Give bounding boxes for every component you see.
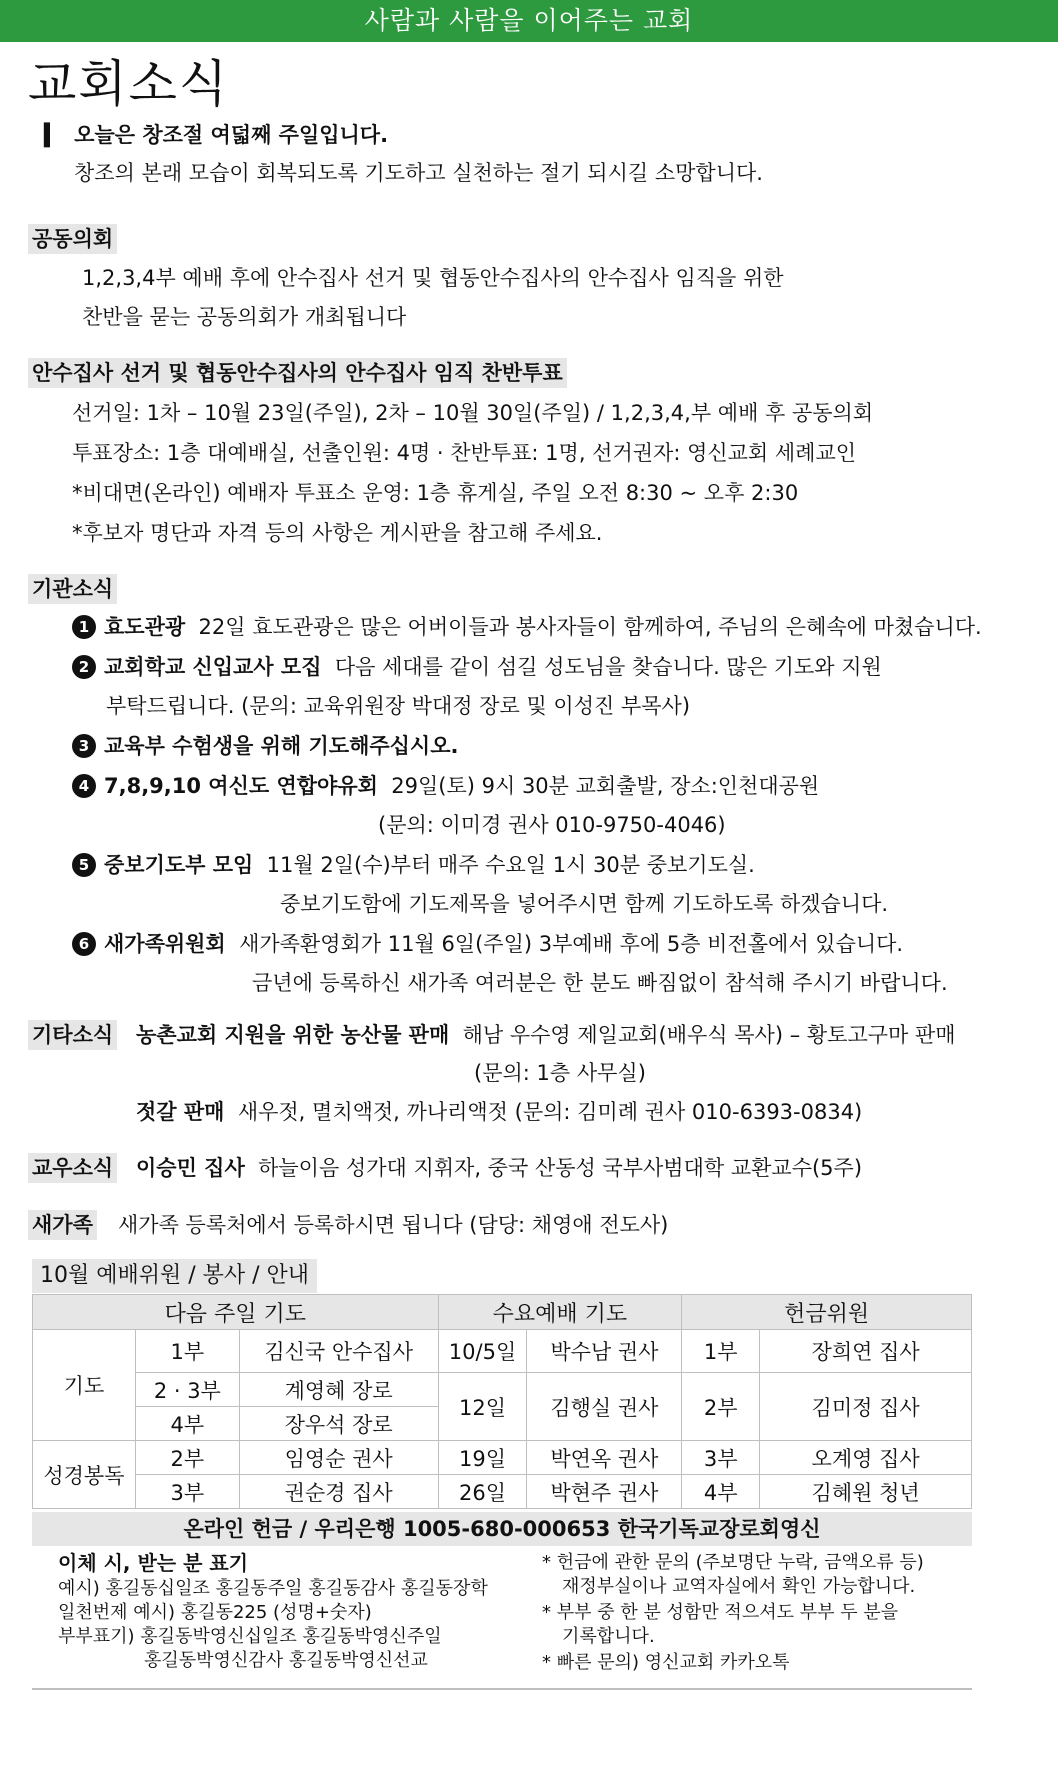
org-item-6 xyxy=(72,929,903,959)
prayer-label: 기도 xyxy=(33,1330,136,1441)
intro-line-1 xyxy=(44,120,388,150)
assembly-line-1: 1,2,3,4부 예배 후에 안수집사 선거 및 협동안수집사의 안수집사 임직을 위한 xyxy=(82,266,784,290)
org-item-6-title: 새가족위원회 xyxy=(104,932,226,956)
offering-part: 3부 xyxy=(682,1441,760,1475)
transfer-example-4: 홍길동박영신감사 홍길동박영신선교 xyxy=(144,1650,428,1671)
sunday-name: 권순경 집사 xyxy=(239,1475,438,1509)
org-item-5-title: 중보기도부 모임 xyxy=(104,853,254,877)
sunday-name: 김신국 안수집사 xyxy=(239,1330,438,1373)
number-3-icon: 3 xyxy=(72,734,96,758)
alumni-item xyxy=(136,1153,862,1183)
table-row xyxy=(33,1330,972,1373)
alumni-title: 이승민 집사 xyxy=(136,1156,245,1180)
etc-item-1-title: 농촌교회 지원을 위한 농산물 판매 xyxy=(136,1023,450,1047)
org-item-1-text: 22일 효도관광은 많은 어버이들과 봉사자들이 함께하여, 주님의 은혜속에 마쳤습니다. xyxy=(198,615,982,639)
wed-date: 19일 xyxy=(438,1441,527,1475)
offering-name: 김미정 집사 xyxy=(760,1373,972,1441)
header-banner: 사람과 사람을 이어주는 교회 xyxy=(0,0,1058,42)
org-item-4 xyxy=(72,771,819,801)
intro-text-1: 오늘은 창조절 여덟째 주일입니다. xyxy=(74,123,389,147)
number-2-icon: 2 xyxy=(72,655,96,679)
offering-name: 오계영 집사 xyxy=(760,1441,972,1475)
etc-item-2-title: 젓갈 판매 xyxy=(136,1100,225,1124)
number-1-icon: 1 xyxy=(72,615,96,639)
etc-item-1-cont: (문의: 1층 사무실) xyxy=(474,1061,646,1085)
sunday-name: 계영혜 장로 xyxy=(239,1373,438,1407)
bullet-icon: ▍ xyxy=(44,123,61,147)
offering-note-5: * 빠른 문의) 영신교회 카카오톡 xyxy=(542,1652,790,1673)
offering-note-2: 재정부실이나 교역자실에서 확인 가능합니다. xyxy=(562,1576,916,1597)
intro-line-2: 창조의 본래 모습이 회복되도록 기도하고 실천하는 절기 되시길 소망합니다. xyxy=(74,161,763,185)
sunday-part: 4부 xyxy=(135,1407,239,1441)
transfer-example-1: 예시) 홍길동십일조 홍길동주일 홍길동감사 홍길동장학 xyxy=(58,1578,488,1599)
header-wednesday-prayer: 수요예배 기도 xyxy=(438,1295,682,1330)
sunday-name: 장우석 장로 xyxy=(239,1407,438,1441)
wed-name: 김행실 권사 xyxy=(527,1373,682,1441)
wed-name: 박연옥 권사 xyxy=(527,1441,682,1475)
offering-part: 4부 xyxy=(682,1475,760,1509)
org-item-2 xyxy=(72,652,882,682)
section-heading-alumni: 교우소식 xyxy=(28,1153,117,1183)
transfer-example-2: 일천번제 예시) 홍길동225 (성명+숫자) xyxy=(58,1602,372,1623)
number-4-icon: 4 xyxy=(72,774,96,798)
vote-line-2: 투표장소: 1층 대예배실, 선출인원: 4명 · 찬반투표: 1명, 선거권자: 영신교회 세례교인 xyxy=(72,441,857,465)
newfamily-text: 새가족 등록처에서 등록하시면 됩니다 (담당: 채영애 전도사) xyxy=(118,1213,669,1237)
etc-item-2 xyxy=(136,1097,862,1127)
org-item-5 xyxy=(72,850,755,880)
transfer-title: 이체 시, 받는 분 표기 xyxy=(58,1551,249,1575)
table-row xyxy=(33,1373,972,1407)
online-offering-heading: 온라인 헌금 / 우리은행 1005-680-000653 한국기독교장로회영신 xyxy=(32,1512,972,1546)
table-row xyxy=(33,1441,972,1475)
sunday-part: 2 · 3부 xyxy=(135,1373,239,1407)
section-heading-etc: 기타소식 xyxy=(28,1020,117,1050)
wed-name: 박현주 권사 xyxy=(527,1475,682,1509)
wed-name: 박수남 권사 xyxy=(527,1330,682,1373)
page-title: 교회소식 xyxy=(28,55,230,113)
org-item-6-cont: 금년에 등록하신 새가족 여러분은 한 분도 빠짐없이 참석해 주시기 바랍니다. xyxy=(252,971,948,995)
offering-part: 2부 xyxy=(682,1373,760,1441)
worship-table xyxy=(32,1294,972,1509)
bottom-divider xyxy=(32,1688,972,1690)
section-heading-org: 기관소식 xyxy=(28,574,117,604)
section-heading-vote: 안수집사 선거 및 협동안수집사의 안수집사 임직 찬반투표 xyxy=(28,358,567,388)
org-item-2-text: 다음 세대를 같이 섬길 성도님을 찾습니다. 많은 기도와 지원 xyxy=(334,655,882,679)
section-heading-newfamily: 새가족 xyxy=(28,1210,97,1240)
number-6-icon: 6 xyxy=(72,932,96,956)
sunday-name: 임영순 권사 xyxy=(239,1441,438,1475)
number-5-icon: 5 xyxy=(72,853,96,877)
etc-item-1-text: 해남 우수영 제일교회(배우식 목사) – 황토고구마 판매 xyxy=(462,1023,956,1047)
org-item-2-cont: 부탁드립니다. (문의: 교육위원장 박대정 장로 및 이성진 부목사) xyxy=(106,694,691,718)
offering-name: 장희연 집사 xyxy=(760,1330,972,1373)
org-item-6-text: 새가족환영회가 11월 6일(주일) 3부예배 후에 5층 비전홀에서 있습니다. xyxy=(239,932,904,956)
org-item-1 xyxy=(72,612,982,642)
sunday-part: 1부 xyxy=(135,1330,239,1373)
section-heading-assembly: 공동의회 xyxy=(28,224,117,254)
org-item-5-text: 11월 2일(수)부터 매주 수요일 1시 30분 중보기도실. xyxy=(266,853,755,877)
org-item-3-title: 교육부 수험생을 위해 기도해주십시오. xyxy=(104,734,459,758)
table-row xyxy=(33,1475,972,1509)
offering-note-1: * 헌금에 관한 문의 (주보명단 누락, 금액오류 등) xyxy=(542,1552,924,1573)
sunday-part: 3부 xyxy=(135,1475,239,1509)
vote-line-1: 선거일: 1차 – 10월 23일(주일), 2차 – 10월 30일(주일) / 1,2,3,4,부 예배 후 공동의회 xyxy=(72,401,874,425)
header-offering: 헌금위원 xyxy=(682,1295,972,1330)
vote-line-3: *비대면(온라인) 예배자 투표소 운영: 1층 휴게실, 주일 오전 8:30 ~ 오후 2:30 xyxy=(72,481,799,505)
org-item-5-cont: 중보기도함에 기도제목을 넣어주시면 함께 기도하도록 하겠습니다. xyxy=(280,892,889,916)
org-item-4-title: 7,8,9,10 여신도 연합야유회 xyxy=(104,774,378,798)
offering-note-4: 기록합니다. xyxy=(562,1626,655,1647)
etc-item-2-text: 새우젓, 멸치액젓, 까나리액젓 (문의: 김미례 권사 010-6393-0834) xyxy=(237,1100,863,1124)
worship-title: 10월 예배위원 / 봉사 / 안내 xyxy=(32,1259,317,1293)
org-item-4-text: 29일(토) 9시 30분 교회출발, 장소:인천대공원 xyxy=(391,774,820,798)
org-item-3 xyxy=(72,731,459,761)
header-sunday-prayer: 다음 주일 기도 xyxy=(33,1295,439,1330)
assembly-line-2: 찬반을 묻는 공동의회가 개최됩니다 xyxy=(82,305,407,329)
offering-name: 김혜원 청년 xyxy=(760,1475,972,1509)
sunday-part: 2부 xyxy=(135,1441,239,1475)
bible-label: 성경봉독 xyxy=(33,1441,136,1509)
etc-item-1 xyxy=(136,1020,956,1050)
wed-date: 12일 xyxy=(438,1373,527,1441)
table-header-row xyxy=(33,1295,972,1330)
vote-line-4: *후보자 명단과 자격 등의 사항은 게시판을 참고해 주세요. xyxy=(72,521,603,545)
offering-part: 1부 xyxy=(682,1330,760,1373)
org-item-4-cont: (문의: 이미경 권사 010-9750-4046) xyxy=(378,813,726,837)
alumni-text: 하늘이음 성가대 지휘자, 중국 산동성 국부사범대학 교환교수(5주) xyxy=(258,1156,863,1180)
offering-note-3: * 부부 중 한 분 성함만 적으셔도 부부 두 분을 xyxy=(542,1602,899,1623)
wed-date: 10/5일 xyxy=(438,1330,527,1373)
org-item-2-title: 교회학교 신입교사 모집 xyxy=(104,655,322,679)
wed-date: 26일 xyxy=(438,1475,527,1509)
transfer-example-3: 부부표기) 홍길동박영신십일조 홍길동박영신주일 xyxy=(58,1626,442,1647)
org-item-1-title: 효도관광 xyxy=(104,615,186,639)
